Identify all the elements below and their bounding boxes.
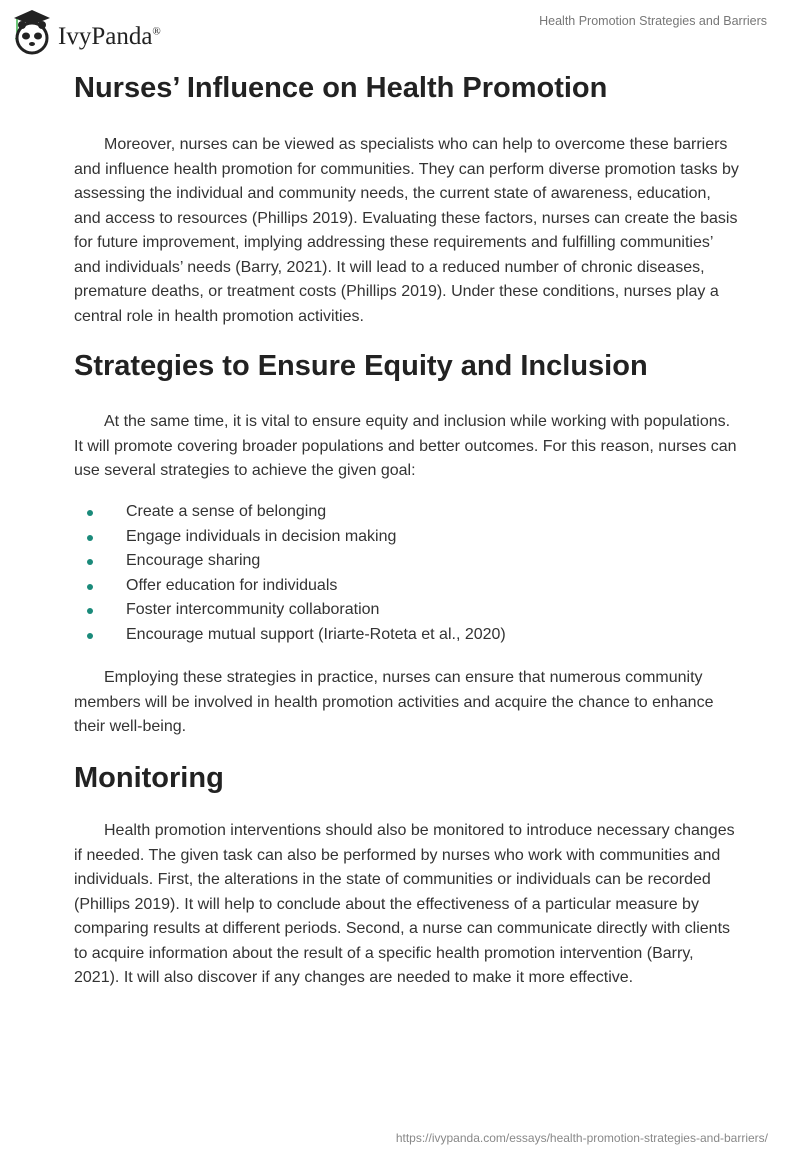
list-item: Foster intercommunity collaboration	[74, 598, 506, 623]
ivypanda-logo[interactable]	[12, 8, 161, 56]
bullet-icon	[87, 608, 93, 614]
registered-mark: ®	[152, 25, 161, 38]
bullet-icon	[87, 633, 93, 639]
section-heading: Nurses’ Influence on Health Promotion	[74, 72, 608, 104]
logo-text: IvyPanda	[58, 23, 153, 50]
section-heading: Monitoring	[74, 762, 224, 794]
panda-graduate-icon	[12, 8, 52, 56]
bullet-icon	[87, 559, 93, 565]
strategies-list	[74, 500, 506, 648]
source-url[interactable]: https://ivypanda.com/essays/health-promotion-strategies-and-barriers/	[395, 1131, 768, 1145]
list-item: Offer education for individuals	[74, 574, 506, 599]
paragraph: Health promotion interventions should also be monitored to introduce necessary changes if needed. The given task can also be performed by nurses who work with communities and individuals. First, the alterations in the state of communities or individuals can be recorded (Phillips 2019). It will help to conclude about the effectiveness of a particular measure by comparing results at different periods. Second, a nurse can communicate directly with clients to acquire information about the result of a specific health promotion intervention (Barry, 2021). It will also discover if any changes are needed to make it more effective.	[74, 822, 735, 986]
bullet-icon	[87, 584, 93, 590]
bullet-icon	[87, 535, 93, 541]
paragraph: At the same time, it is vital to ensure equity and inclusion while working with populations. It will promote covering broader populations and better outcomes. For this reason, nurses can use several strategies to achieve the given goal:	[74, 413, 737, 479]
document-title: Health Promotion Strategies and Barriers	[539, 14, 767, 28]
list-item: Engage individuals in decision making	[74, 525, 506, 550]
list-item: Encourage sharing	[74, 549, 506, 574]
section-heading: Strategies to Ensure Equity and Inclusion	[74, 350, 648, 382]
paragraph: Moreover, nurses can be viewed as specialists who can help to overcome these barriers and influence health promotion for communities. They can perform diverse promotion tasks by assessing the individual and community needs, the current state of awareness, education, and access to resources (Phillips 2019). Evaluating these factors, nurses can create the basis for future improvement, implying addressing these requirements and fulfilling communities’ and individuals’ needs (Barry, 2021). It will lead to a reduced number of chronic diseases, premature deaths, or treatment costs (Phillips 2019). Under these conditions, nurses play a central role in health promotion activities.	[74, 136, 739, 325]
list-item: Create a sense of belonging	[74, 500, 506, 525]
paragraph: Employing these strategies in practice, nurses can ensure that numerous community members will be involved in health promotion activities and acquire the chance to enhance their well-being.	[74, 669, 714, 735]
bullet-icon	[87, 510, 93, 516]
list-item: Encourage mutual support (Iriarte-Roteta et al., 2020)	[74, 623, 506, 648]
